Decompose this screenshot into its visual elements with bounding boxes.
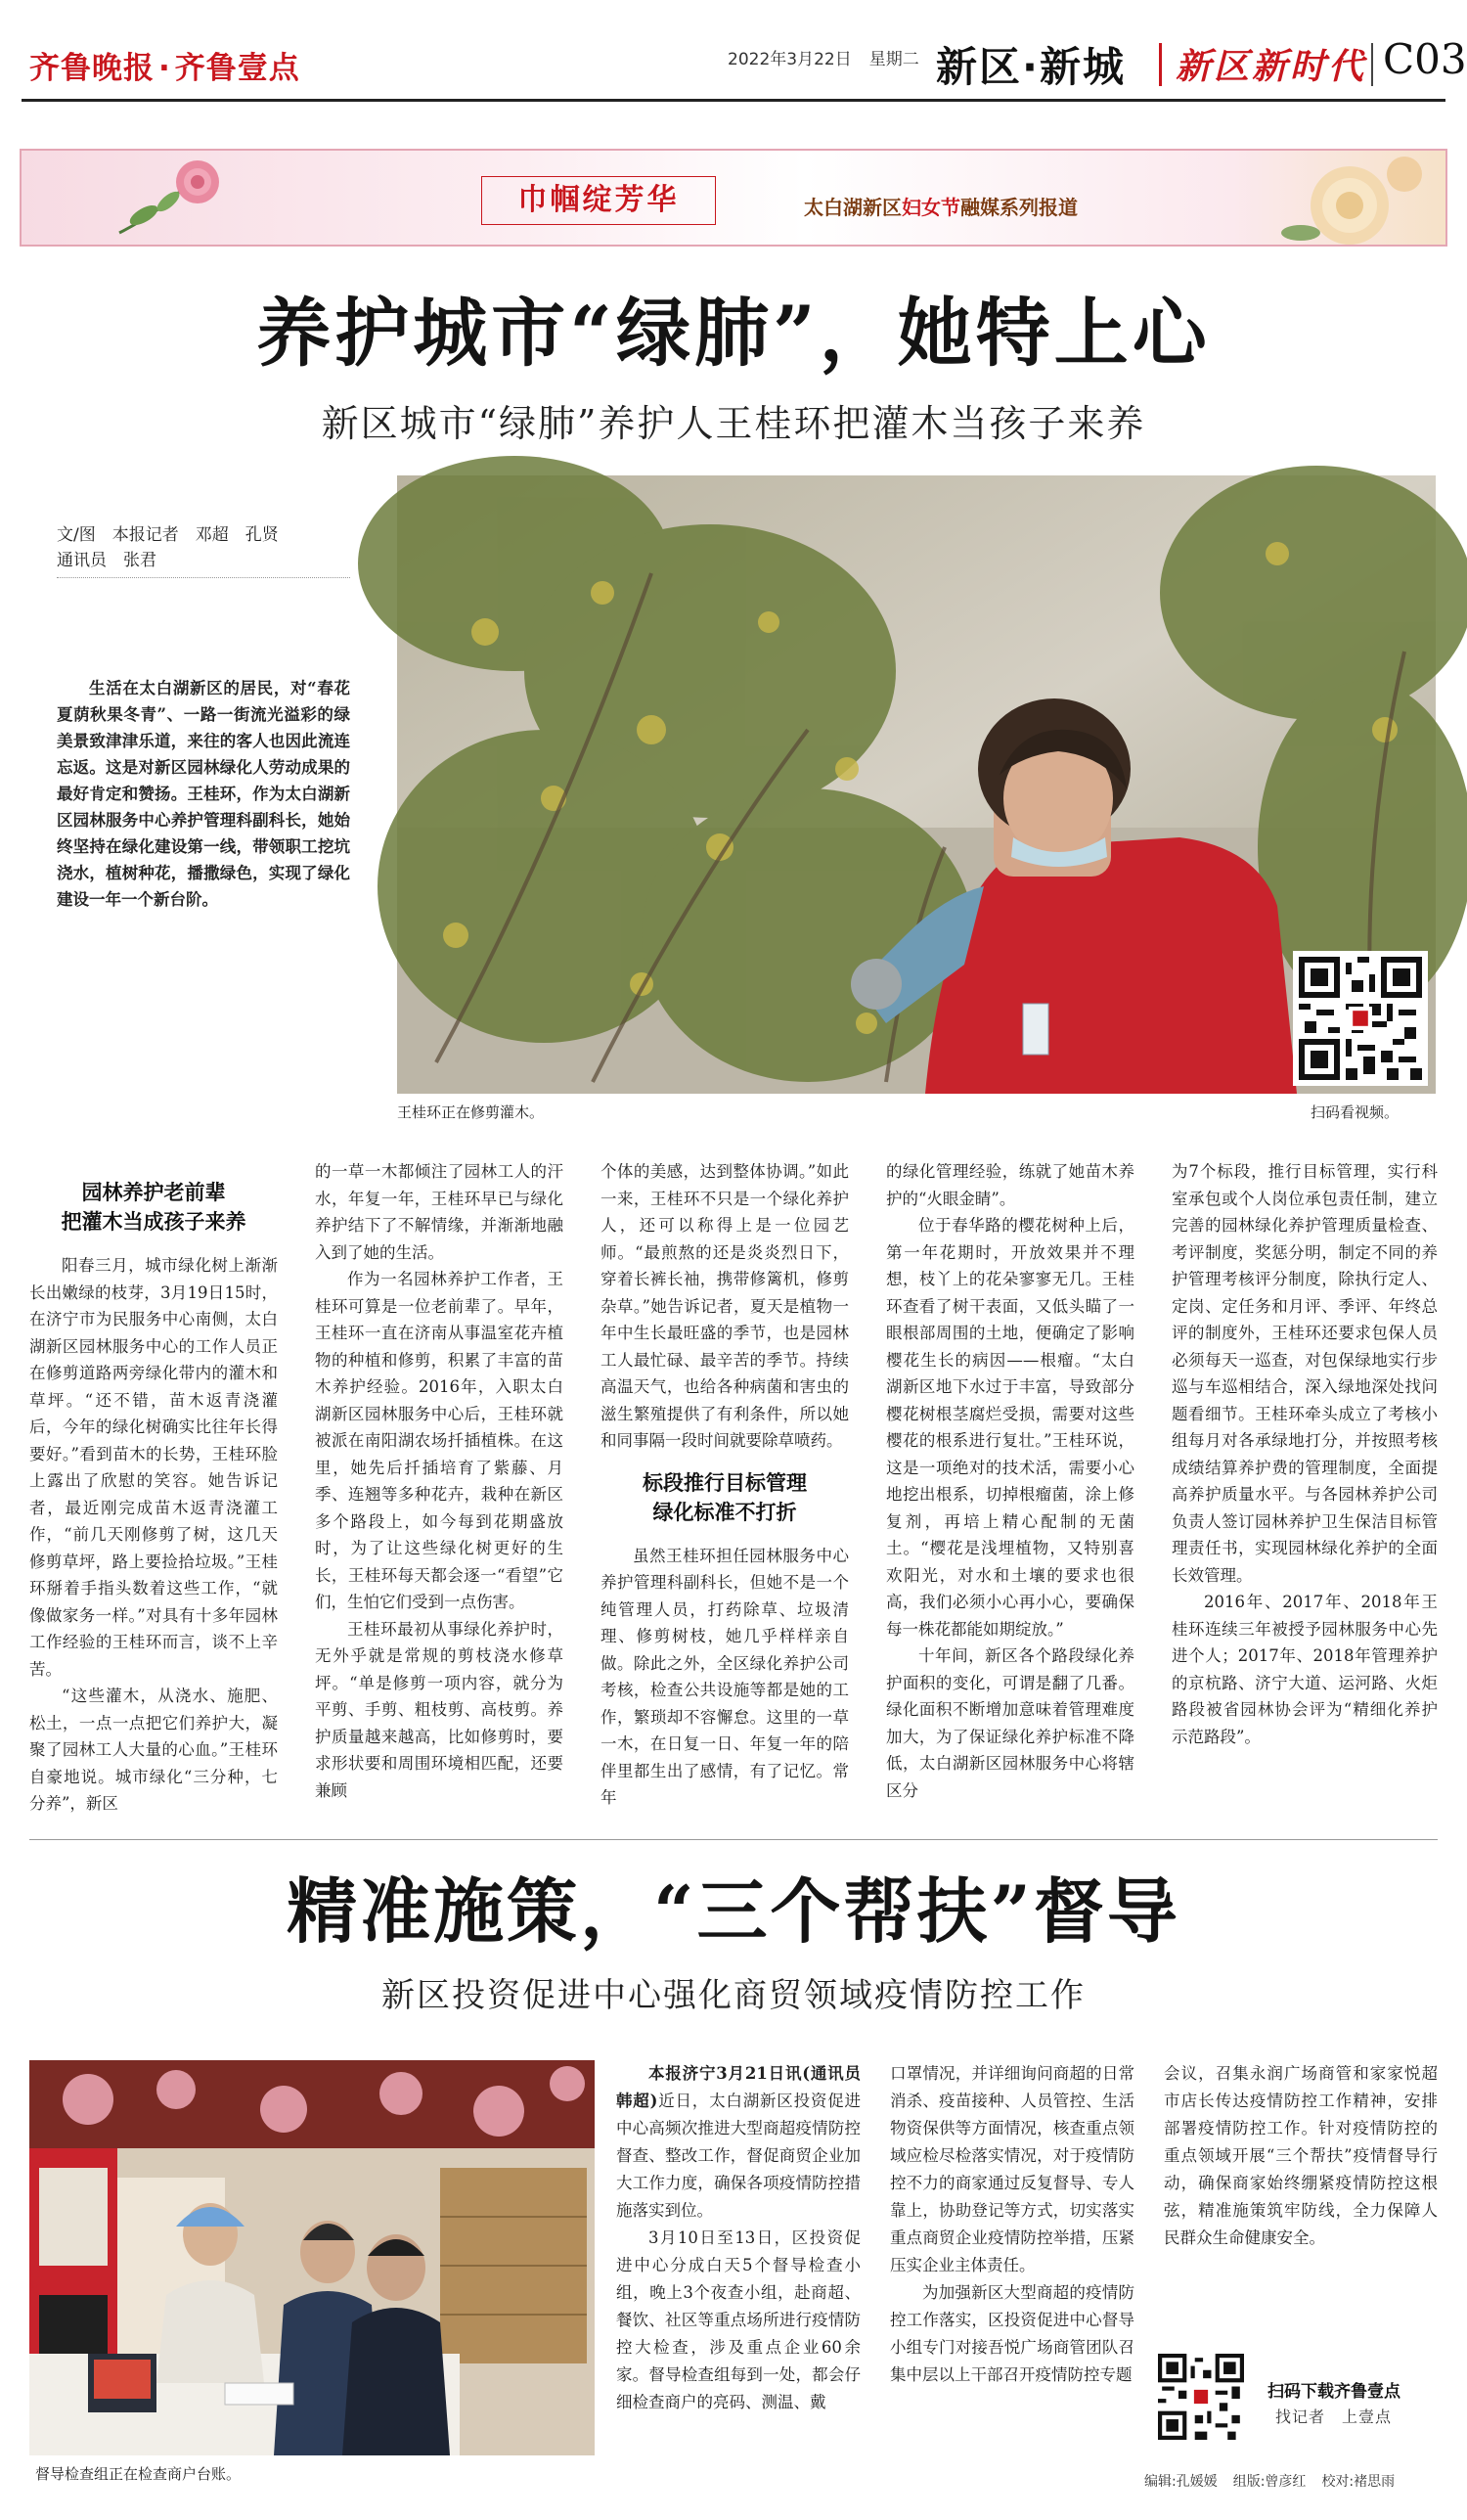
article1-paragraph: 的一草一木都倾注了园林工人的汗水，年复一年，王桂环早已与绿化养护结下了不解情缘，并渐渐地融入到了她的生活。	[315, 1162, 563, 1262]
article-divider	[29, 1839, 1438, 1840]
series-highlight: 妇女节	[902, 196, 960, 219]
qr-caption: 扫码看视频。	[1311, 1103, 1400, 1121]
article1-paragraph: 作为一名园林养护工作者，王桂环可算是一位老前辈了。早年，王桂环一直在济南从事温室花卉植物的种植和修剪，积累了丰富的苗木养护经验。2016年，入职太白湖新区园林服务中心后，王桂环就被派在南阳湖农场扦插植株。在这里，她先后扦插培育了紫藤、月季、连翘等多种花卉，栽种在新区多个路段上，如今每到花期盛放时，为了让这些绿化树更好的生长，王桂环每天都会逐一“看望”它们，生怕它们受到一点伤害。	[315, 1270, 563, 1611]
article1-paragraph: “这些灌木，从浇水、施肥、松土，一点一点把它们养护大，凝聚了园林工人大量的心血。”王桂环自豪地说。城市绿化“三分种，七分养”，新区	[29, 1687, 278, 1813]
qr-code-icon	[1158, 2354, 1244, 2440]
video-qr-code[interactable]	[1293, 951, 1428, 1086]
scan-download-subtitle: 找记者 上壹点	[1275, 2408, 1393, 2426]
article1-subhead-2: 标段推行目标管理 绿化标准不打折	[643, 1470, 807, 1524]
article1-paragraph: 王桂环最初从事绿化养护时，无外乎就是常规的剪枝浇水修草坪。“单是修剪一项内容，就分为平剪、手剪、粗枝剪、高枝剪。养护质量越来越高，比如修剪时，要求形状要和周围环境相匹配，还要兼顾	[315, 1619, 563, 1800]
issue-date-text: 2022年3月22日	[728, 50, 852, 69]
article1-photo-caption: 王桂环正在修剪灌木。	[397, 1103, 545, 1121]
article2-dateline: 本报济宁3月21日讯(通讯员 韩超)	[616, 2064, 877, 2110]
rose-icon	[100, 155, 246, 243]
article1-paragraph: 2016年、2017年、2018年王桂环连续三年被授予园林服务中心先进个人；2017年、2018年管理养护的京杭路、济宁大道、运河路、火炬路段被省园林协会评为“精细化养护示范路段”。	[1172, 1593, 1438, 1746]
article1-column-4	[886, 1158, 1134, 1825]
article2-photo-caption: 督导检查组正在检查商户台账。	[35, 2465, 242, 2483]
article2-column-3	[1164, 2060, 1438, 2334]
brand-separator: ·	[158, 51, 171, 86]
article1-column-3	[600, 1158, 849, 1825]
article1-paragraph: 阳春三月，城市绿化树上渐渐长出嫩绿的枝芽，3月19日15时，在济宁市为民服务中心南侧，太白湖新区园林服务中心的工作人员正在修剪道路两旁绿化带内的灌木和草坪。“还不错，苗木返青浇灌后，今年的绿化树确实比往年长得要好。”看到苗木的长势，王桂环脸上露出了欣慰的笑容。她告诉记者，最近刚完成苗木返青浇灌工作，“前几天刚修剪了树，这几天修剪草坪，路上要捡拾垃圾。”王桂环掰着手指头数着这些工作，“就像做家务一样。”对具有十多年园林工作经验的王桂环而言，谈不上辛苦。	[29, 1256, 278, 1679]
brand-name-left: 齐鲁晚报	[29, 51, 155, 86]
masthead	[22, 29, 1467, 102]
scan-download-title: 扫码下载齐鲁壹点	[1267, 2382, 1400, 2402]
issue-date	[728, 45, 937, 69]
banner-badge: 巾帼绽芳华	[481, 176, 716, 225]
article2-subheadline: 新区投资促进中心强化商贸领域疫情防控工作	[381, 1976, 1086, 2015]
proofreader-credit: 校对:褚思雨	[1321, 2474, 1396, 2490]
article2-photo	[29, 2060, 595, 2455]
article1-paragraph: 个体的美感，达到整体协调。”如此一来，王桂环不只是一个绿化养护人，还可以称得上是一位园艺师。“最煎熬的还是炎炎烈日下，穿着长裤长袖，携带修篱机，修剪杂草。”她告诉记者，夏天是植物一年中生长最旺盛的季节，也是园林工人最忙碌、最辛苦的季节。持续高温天气，也给各种病菌和害虫的滋生繁殖提供了有利条件，所以她和同事隔一段时间就要除草喷药。	[600, 1162, 849, 1450]
gardener-photo-illustration	[397, 475, 1436, 1094]
article1-byline	[57, 522, 350, 578]
article1-column-1	[29, 1164, 278, 1825]
article1-lede: 生活在太白湖新区的居民，对“春花夏荫秋果冬青”、一路一街流光溢彩的绿美景致津津乐道，来往的客人也因此流连忘返。这是对新区园林绿化人劳动成果的最好肯定和赞扬。王桂环，作为太白湖新区园林服务中心养护管理科副科长，她始终坚持在绿化建设第一线，带领职工挖坑浇水，植树种花，播撒绿色，实现了绿化建设一年一个新台阶。	[57, 679, 350, 909]
series-prefix: 太白湖新区	[804, 196, 902, 219]
article1-paragraph: 的绿化管理经验，练就了她苗木养护的“火眼金睛”。	[886, 1162, 1134, 1208]
masthead-divider	[1371, 43, 1373, 86]
masthead-divider	[1159, 43, 1162, 86]
article1-column-2	[315, 1158, 563, 1825]
app-download-qr-code[interactable]	[1154, 2350, 1248, 2444]
qr-code-icon	[1299, 957, 1422, 1080]
article2-paragraph: 近日，太白湖新区投资促进中心高频次推进大型商超疫情防控督查、整改工作，督促商贸企业加大工作力度，确保各项疫情防控措施落实到位。	[616, 2092, 861, 2220]
article1-paragraph: 位于春华路的樱花树种上后，第一年花期时，开放效果并不理想，枝丫上的花朵寥寥无几。王桂环查看了树干表面，又低头瞄了一眼根部周围的土地，便确定了影响樱花生长的病因——根瘤。“太白湖新区地下水过于丰富，导致部分樱花树根茎腐烂受损，需要对这些樱花的根系进行复壮。”王桂环说，这是一项绝对的技术活，需要小心地挖出根系，切掉根瘤菌，涂上修复剂，再培上精心配制的无菌土。“樱花是浅埋植物，又特别喜欢阳光，对水和土壤的要求也很高，我们必须小心再小心，要确保每一株花都能如期绽放。”	[886, 1216, 1134, 1639]
article2-paragraph: 3月10日至13日，区投资促进中心分成白天5个督导检查小组，晚上3个夜查小组，赴商超、餐饮、社区等重点场所进行疫情防控大检查，涉及重点企业60余家。督导检查组每到一处，都会仔细检查商户的亮码、测温、戴	[616, 2228, 861, 2411]
series-banner	[20, 149, 1447, 247]
article1-photo	[397, 475, 1436, 1094]
issue-weekday: 星期二	[868, 50, 919, 69]
banner-series-title	[804, 192, 1078, 220]
article1-paragraph: 虽然王桂环担任园林服务中心养护管理科副科长，但她不是一个纯管理人员，打药除草、垃圾清理、修剪树枝，她几乎样样亲自做。除此之外，全区绿化养护公司考核，检查公共设施等都是她的工作，繁琐却不容懈怠。这里的一草一木，在日复一日、年复一年的陪伴里都生出了感情，有了记忆。常年	[600, 1546, 849, 1807]
designer-credit: 组版:曾彦红	[1232, 2474, 1307, 2490]
newspaper-brand	[29, 43, 300, 87]
byline-reporters: 文/图 本报记者 邓超 孔贤	[57, 525, 279, 545]
article2-headline: 精准施策，“三个帮扶”督导	[287, 1869, 1180, 1953]
article1-paragraph: 十年间，新区各个路段绿化养护面积的变化，可谓是翻了几番。绿化面积不断增加意味着管理难度加大，为了保证绿化养护标准不降低，太白湖新区园林服务中心将辖区分	[886, 1646, 1134, 1800]
article1-subheadline: 新区城市“绿肺”养护人王桂环把灌木当孩子来养	[321, 402, 1146, 445]
editor-credits	[1144, 2471, 1410, 2491]
inspection-photo-illustration	[29, 2060, 595, 2455]
peony-icon	[1281, 155, 1428, 245]
article2-column-2	[890, 2060, 1134, 2471]
brand-name-right: 齐鲁壹点	[174, 51, 300, 86]
article2-paragraph: 口罩情况，并详细询问商超的日常消杀、疫苗接种、人员管控、生活物资保供等方面情况，核查重点领域应检尽检落实情况，对于疫情防控不力的商家通过反复督导、专人靠上，协助登记等方式，切实落实重点商贸企业疫情防控举措，压紧压实企业主体责任。	[890, 2064, 1134, 2274]
article2-paragraph: 会议，召集永润广场商管和家家悦超市店长传达疫情防控工作精神，安排部署疫情防控工作。针对疫情防控的重点领域开展“三个帮扶”疫情督导行动，确保商家始终绷紧疫情防控这根弦，精准施策筑牢防线，全力保障人民群众生命健康安全。	[1164, 2064, 1438, 2247]
byline-correspondent: 通讯员 张君	[57, 551, 156, 570]
editor-credit: 编辑:孔媛媛	[1144, 2474, 1218, 2490]
article1-subhead-1: 园林养护老前辈 把灌木当成孩子来养	[61, 1181, 246, 1234]
article2-column-1	[616, 2060, 877, 2471]
article1-paragraph: 为7个标段，推行目标管理，实行科室承包或个人岗位承包责任制，建立完善的园林绿化养护管理质量检查、考评制度，奖惩分明，制定不同的养护管理考核评分制度，除执行定人、定岗、定任务和月评、季评、年终总评的制度外，王桂环还要求包保人员必须每天一巡查，对包保绿地实行步巡与车巡相结合，深入绿地深处找问题看细节。王桂环牵头成立了考核小组每月对各承绿地打分，并按照考核成绩结算养护费的管理制度，全面提高养护质量水平。与各园林养护公司负责人签订园林养护卫生保洁目标管理责任书，实现园林绿化养护的全面长效管理。	[1172, 1162, 1438, 1585]
page-number: C03	[1383, 35, 1467, 83]
series-suffix: 融媒系列报道	[960, 196, 1078, 219]
article1-column-5	[1172, 1158, 1438, 1825]
article2-paragraph: 为加强新区大型商超的疫情防控工作落实，区投资促进中心督导小组专门对接吾悦广场商管团队召集中层以上干部召开疫情防控专题	[890, 2283, 1134, 2384]
column-name: 新区新时代	[1176, 46, 1367, 87]
section-name: 新区·新城	[936, 43, 1126, 91]
article1-headline: 养护城市“绿肺”，她特上心	[256, 290, 1211, 377]
